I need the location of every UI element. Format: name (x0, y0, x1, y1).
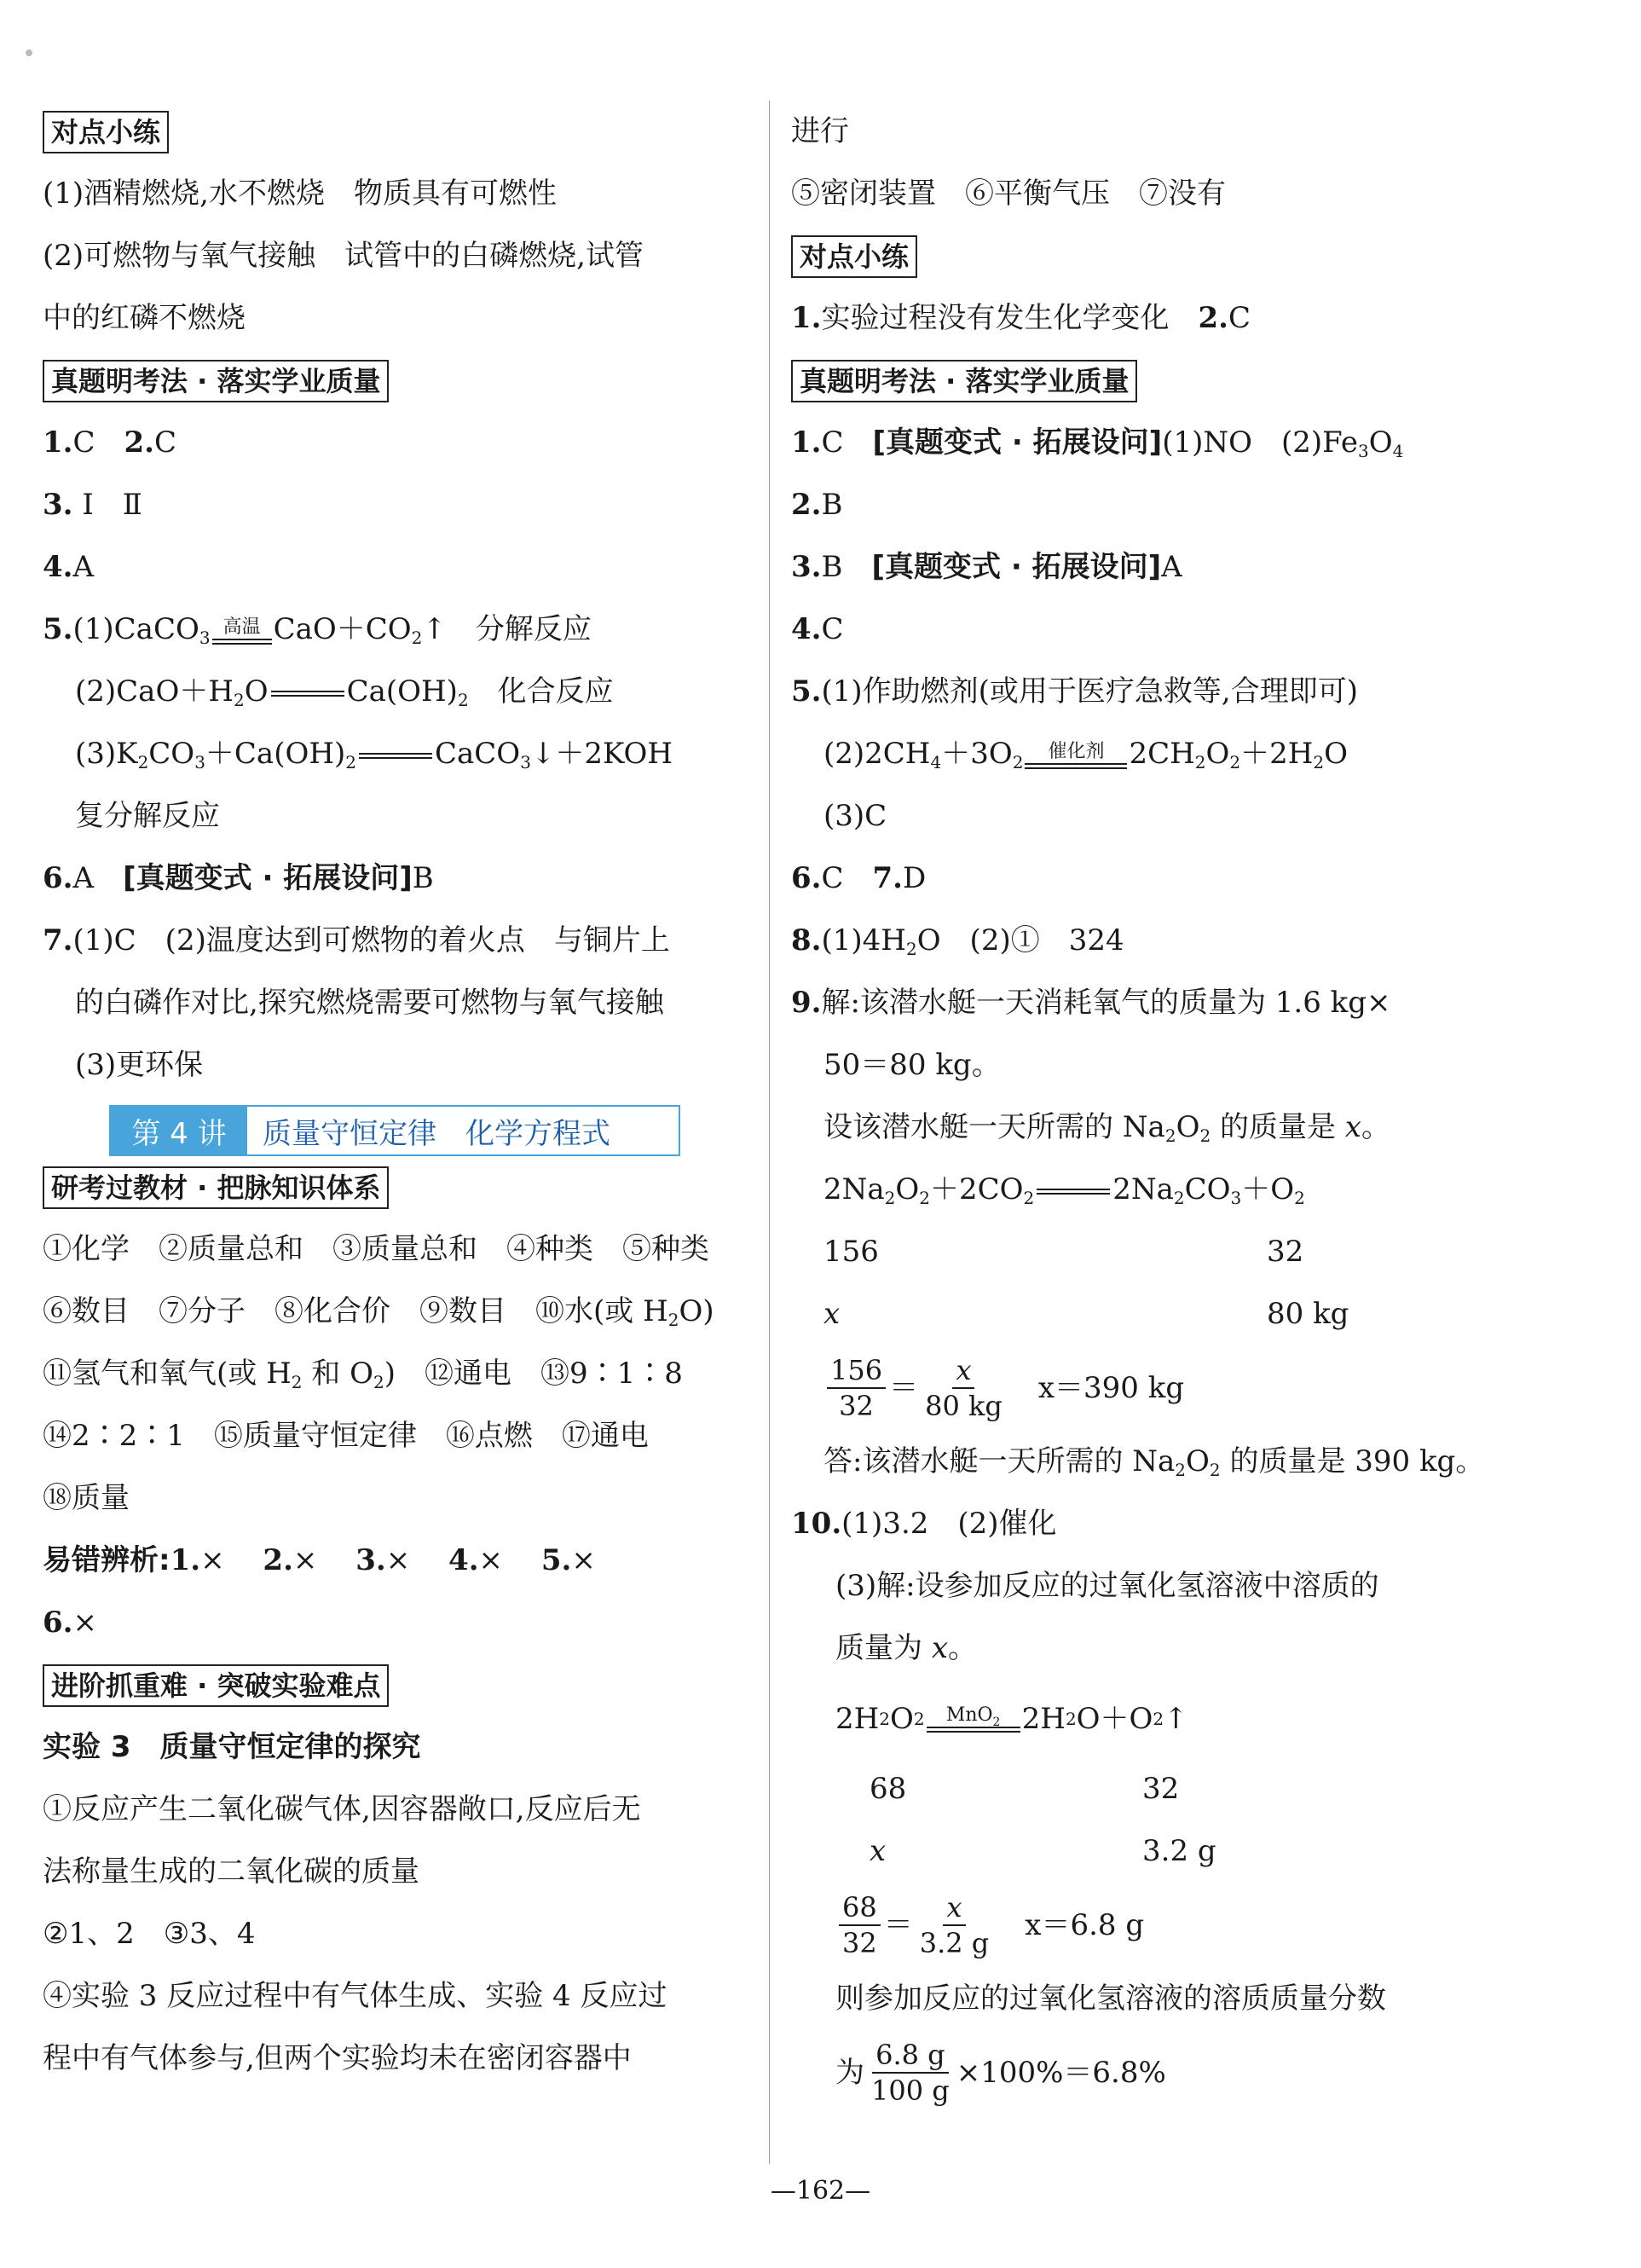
variant-tag: [真题变式 · 拓展设问] (872, 425, 1163, 460)
question-number: 1. (791, 301, 822, 335)
text: 。 (1361, 1110, 1390, 1144)
subscript: 2 (457, 690, 469, 710)
answer: O (1368, 425, 1393, 460)
error-analysis-line (43, 1592, 750, 1654)
condition-label (945, 1704, 1001, 1729)
subscript: 2 (373, 1372, 384, 1392)
right-column (791, 101, 1499, 2115)
denominator: 80 kg (925, 1390, 1003, 1422)
text: 的质量是 (1211, 1110, 1345, 1144)
equals-bar (1037, 1189, 1110, 1195)
mass-value: 68 (870, 1772, 907, 1806)
text: ) ⑫通电 ⑬9∶1∶8 (384, 1357, 683, 1391)
subscript: 3 (1358, 441, 1369, 461)
text-line: ⑤密闭装置 ⑥平衡气压 ⑦没有 (791, 176, 1226, 211)
subscript: 4 (930, 752, 942, 772)
section-title: 对点小练 (791, 235, 917, 278)
answer: × (478, 1543, 504, 1577)
equation-text: ↓＋2KOH (530, 737, 673, 771)
denominator: 100 g (871, 2074, 950, 2107)
section-heading (43, 350, 750, 412)
subscript: 2 (411, 628, 423, 648)
result: ×100%＝6.8% (956, 2055, 1166, 2090)
answer-line (43, 910, 750, 972)
question-number: 3. (355, 1543, 386, 1577)
text-line (791, 1431, 1499, 1493)
answer: A (1161, 550, 1182, 584)
equation-text: CO (1184, 1172, 1231, 1206)
section-title: 对点小练 (43, 111, 169, 153)
variable: x (870, 1834, 887, 1868)
equation-text: CO (148, 737, 195, 771)
subscript: 4 (1392, 441, 1404, 461)
question-number: 4. (448, 1543, 479, 1577)
equation-text: ↑ (1164, 1701, 1188, 1736)
result: x＝390 kg (1037, 1370, 1185, 1405)
subscript: 2 (1164, 1125, 1176, 1146)
section-heading (791, 350, 1499, 412)
text: 设该潜水艇一天所需的 Na (823, 1110, 1165, 1144)
question-number: 4. (43, 550, 73, 584)
answer: C (72, 425, 95, 460)
question-number: 5. (43, 612, 73, 646)
text: O (1186, 1444, 1210, 1478)
text-line: (3)更环保 (75, 1048, 204, 1082)
error-analysis-line (43, 1530, 750, 1592)
equation-text: O (244, 674, 269, 709)
answer-line (791, 287, 1499, 350)
subscript: 2 (1023, 1188, 1035, 1208)
text-line (791, 1096, 1499, 1159)
subscript: 3 (1230, 1188, 1242, 1208)
text-line: (2)可燃物与氧气接触 试管中的白磷燃烧,试管 (43, 239, 644, 273)
subscript: 2 (291, 1372, 303, 1392)
question-number: 6. (43, 861, 73, 895)
answer: C (1228, 301, 1251, 335)
reaction-condition (927, 1706, 1020, 1733)
equals-bar (359, 753, 432, 759)
proportion-line: $\frac{156}{32}$ ＝ $\frac{x}{80 kg}$ x＝390 kg (791, 1345, 1499, 1431)
equation-text: (2)2CH (823, 737, 931, 771)
subscript: 2 (1209, 1460, 1221, 1480)
text: ⑥数目 ⑦分子 ⑧化合价 ⑨数目 ⑩水(或 H (43, 1294, 668, 1328)
answer: A (72, 861, 124, 895)
equation-text: ＋Ca(OH) (205, 737, 346, 771)
answer: × (571, 1543, 596, 1577)
equation-text: 2H (835, 1701, 880, 1736)
question-number: 2. (791, 488, 822, 522)
question-number: 5. (540, 1543, 572, 1577)
text-line: 法称量生成的二氧化碳的质量 (43, 1854, 419, 1889)
equals-bar (271, 691, 344, 697)
equation-text: 2Na (823, 1172, 885, 1206)
question-number: 3. (791, 550, 822, 584)
question-number: 4. (791, 612, 822, 646)
answer-line (43, 848, 750, 910)
equation-text: ↑ 分解反应 (422, 612, 592, 646)
answer: (1)C (2)温度达到可燃物的着火点 与铜片上 (72, 923, 670, 958)
text-line: 则参加反应的过氧化氢溶液的溶质质量分数 (835, 1982, 1386, 2016)
fraction (827, 1353, 886, 1423)
variant-tag: [真题变式 · 拓展设问] (123, 861, 413, 895)
equation-text: O (895, 1172, 920, 1206)
text: O (1176, 1110, 1200, 1144)
numerator: 156 (827, 1353, 886, 1389)
reaction-condition (212, 618, 272, 645)
equals-bar (1025, 763, 1127, 769)
question-number: 9. (791, 986, 822, 1020)
equation-line (791, 723, 1499, 785)
proportion-line: $\frac{68}{32}$ ＝ $\frac{x}{3.2 g}$ x＝6.8 g (791, 1883, 1499, 1968)
mass-value: 156 (823, 1235, 879, 1269)
column-divider (769, 101, 770, 2164)
question-number: 7. (872, 861, 904, 895)
fraction (922, 1353, 1006, 1423)
text-line (43, 1281, 750, 1343)
denominator: 32 (842, 1927, 877, 1959)
question-number: 5. (791, 674, 822, 709)
answer: B (821, 488, 843, 522)
text-line: ⑱质量 (43, 1481, 130, 1515)
answer: 实验过程没有发生化学变化 (821, 301, 1199, 335)
answer-line (791, 661, 1499, 723)
answer: C (821, 612, 844, 646)
answer: (1)作助燃剂(或用于医疗急救等,合理即可) (821, 674, 1358, 709)
equation-text: (1)CaCO (72, 612, 199, 646)
subscript: 3 (199, 628, 211, 648)
equation-text: 2H (1021, 1701, 1066, 1736)
mass-value: 32 (1267, 1235, 1304, 1269)
answer-line (43, 412, 750, 474)
mass-row (791, 1283, 1499, 1345)
section-heading (43, 1156, 750, 1218)
condition-label: 催化剂 (1048, 740, 1105, 762)
question-number: 7. (43, 923, 73, 958)
mass-row (791, 1221, 1499, 1283)
equals-bar (927, 1727, 1020, 1733)
answer-line (791, 599, 1499, 661)
mass-value: 80 kg (1267, 1297, 1349, 1331)
equation-text: O (1324, 737, 1348, 771)
equation-text: ＋2H (1240, 737, 1314, 771)
subscript: 2 (1194, 752, 1206, 772)
lecture-number: 第 4 讲 (111, 1107, 247, 1154)
text-line: ⑭2∶2∶1 ⑮质量守恒定律 ⑯点燃 ⑰通电 (43, 1419, 649, 1453)
subscript: 3 (194, 752, 205, 772)
fraction (839, 1890, 881, 1960)
equation-text: ＋3O (941, 737, 1013, 771)
question-number: 1. (791, 425, 822, 460)
question-number: 8. (791, 923, 822, 958)
section-title: 真题明考法 · 落实学业质量 (43, 360, 389, 402)
variant-tag: [真题变式 · 拓展设问] (871, 550, 1162, 584)
subscript: 2 (233, 690, 245, 710)
equation-text: ＋O (1241, 1172, 1295, 1206)
numerator: 68 (839, 1890, 881, 1926)
equation-text: O (890, 1701, 914, 1736)
text: 。 (948, 1631, 977, 1665)
answer: C (821, 861, 873, 895)
equation-text: ＋2CO (930, 1172, 1024, 1206)
scan-speck (26, 49, 32, 56)
text: O) (679, 1294, 714, 1328)
question-number: 10. (791, 1507, 842, 1541)
question-number: 6. (43, 1606, 73, 1640)
text-line: 50＝80 kg。 (823, 1048, 1001, 1082)
condition-label: 高温 (222, 616, 261, 638)
answer: 解:该潜水艇一天消耗氧气的质量为 1.6 kg× (821, 986, 1391, 1020)
left-column (43, 101, 750, 2090)
question-number: 1. (170, 1543, 201, 1577)
question-number: 2. (1198, 301, 1228, 335)
mass-row (791, 1758, 1499, 1820)
text: 质量为 (835, 1631, 932, 1665)
subscript: 2 (884, 1188, 896, 1208)
equals-bar (212, 639, 272, 645)
question-number: 2. (124, 425, 155, 460)
text-line: ②1、2 ③3、4 (43, 1917, 256, 1951)
equation-text: O (1205, 737, 1230, 771)
text-line: 中的红磷不燃烧 (43, 301, 246, 335)
text-line: 程中有气体参与,但两个实验均未在密闭容器中 (43, 2041, 632, 2075)
variable: x (823, 1297, 841, 1331)
text-line: 的白磷作对比,探究燃烧需要可燃物与氧气接触 (75, 986, 664, 1020)
equation-text: Ca(OH) (346, 674, 458, 709)
subscript: 2 (992, 1715, 1001, 1729)
answer: C (154, 425, 177, 460)
subscript: 2 (1175, 1460, 1187, 1480)
lecture-title: 质量守恒定律 化学方程式 (263, 1116, 610, 1151)
equation-text: CaCO (435, 737, 521, 771)
condition-text: MnO (945, 1704, 993, 1726)
mass-row (791, 1820, 1499, 1883)
answer-line (791, 412, 1499, 474)
subscript: 2 (1199, 1125, 1211, 1146)
question-number: 1. (43, 425, 73, 460)
text-line: 复分解反应 (75, 799, 220, 833)
fraction (916, 1890, 993, 1960)
equation-line (43, 723, 750, 785)
question-number: 2. (263, 1543, 293, 1577)
equation-text: 化合反应 (468, 674, 614, 709)
question-number: 6. (791, 861, 822, 895)
answer-line (791, 1493, 1499, 1555)
answer: (1)3.2 (2)催化 (841, 1507, 1057, 1541)
text-line: ①化学 ②质量总和 ③质量总和 ④种类 ⑤种类 (43, 1232, 709, 1266)
question-number: 3. (43, 488, 73, 522)
experiment-title: 实验 3 质量守恒定律的探究 (43, 1730, 421, 1764)
equation-text: 2CH (1129, 737, 1195, 771)
answer: D (903, 861, 927, 895)
text: ⑪氢气和氧气(或 H (43, 1357, 292, 1391)
equation-text: (3)K (75, 737, 138, 771)
subscript: 2 (137, 752, 149, 772)
text-line: (1)酒精燃烧,水不燃烧 物质具有可燃性 (43, 176, 557, 211)
subscript: 2 (1229, 752, 1241, 772)
answer-line (791, 972, 1499, 1034)
text-line: ①反应产生二氧化碳气体,因容器敞口,反应后无 (43, 1792, 641, 1826)
section-title: 进阶抓重难 · 突破实验难点 (43, 1664, 389, 1707)
text-line (791, 1617, 1499, 1680)
variable: x (931, 1631, 948, 1665)
numerator: x (952, 1353, 974, 1389)
subscript: 2 (345, 752, 356, 772)
text: 和 O (302, 1357, 373, 1391)
section-title: 真题明考法 · 落实学业质量 (791, 360, 1137, 402)
equation-text: CaO＋CO (273, 612, 412, 646)
answer: B (821, 550, 872, 584)
numerator: x (943, 1890, 965, 1926)
answer: (1)NO (2)Fe (1162, 425, 1358, 460)
percentage-line (791, 2030, 1499, 2115)
subscript: 2 (919, 1188, 930, 1208)
equation-text: 2Na (1112, 1172, 1174, 1206)
answer: O (2)① 324 (916, 923, 1124, 958)
page-number: —162— (770, 2176, 871, 2206)
denominator: 3.2 g (919, 1927, 990, 1959)
subscript: 2 (1012, 752, 1024, 772)
section-title: 研考过教材 · 把脉知识体系 (43, 1166, 389, 1209)
error-label: 易错辨析: (43, 1543, 170, 1577)
text-line: 进行 (791, 114, 849, 148)
answer-line (791, 910, 1499, 972)
subscript: 2 (905, 939, 917, 959)
answer-line (43, 536, 750, 599)
result: x＝6.8 g (1025, 1907, 1145, 1942)
subscript: 2 (1294, 1188, 1305, 1208)
answer: A (72, 550, 95, 584)
answer: C (821, 425, 873, 460)
numerator: 6.8 g (872, 2038, 949, 2074)
denominator: 32 (839, 1390, 874, 1422)
section-heading (43, 101, 750, 163)
text-line (43, 1343, 750, 1405)
answer: (1)4H (821, 923, 906, 958)
equation-text: (2)CaO＋H (75, 674, 234, 709)
answer: Ⅰ Ⅱ (82, 488, 142, 522)
section-heading (791, 225, 1499, 287)
answer: × (200, 1543, 225, 1577)
text-line: (3)C (823, 799, 887, 833)
fraction (868, 2038, 953, 2108)
answer-line (791, 474, 1499, 536)
answer-line (791, 848, 1499, 910)
section-heading (43, 1654, 750, 1716)
equation-line (43, 599, 750, 661)
answer: × (72, 1606, 97, 1640)
text-line: ④实验 3 反应过程中有气体生成、实验 4 反应过 (43, 1979, 667, 2013)
variable: x (1344, 1110, 1361, 1144)
equation-line (43, 661, 750, 723)
text-line: (3)解:设参加反应的过氧化氢溶液中溶质的 (835, 1569, 1379, 1603)
mass-value: 3.2 g (1142, 1834, 1216, 1868)
answer: B (412, 861, 434, 895)
reaction-condition (1025, 740, 1127, 769)
subscript: 2 (667, 1310, 679, 1330)
subscript: 2 (1313, 752, 1325, 772)
equation-text: O＋O (1076, 1701, 1153, 1736)
answer-line (43, 474, 750, 536)
subscript: 3 (520, 752, 531, 772)
answer-line (791, 536, 1499, 599)
subscript: 2 (1173, 1188, 1185, 1208)
mass-value: 32 (1142, 1772, 1180, 1806)
text: 的质量是 390 kg。 (1220, 1444, 1485, 1478)
answer: × (385, 1543, 411, 1577)
lecture-banner (109, 1105, 680, 1156)
equation-line: 2H 2 O 2 MnO$_2$ 2H 2 O＋O 2 ↑ (791, 1680, 1499, 1758)
answer: × (292, 1543, 318, 1577)
text: 答:该潜水艇一天所需的 Na (823, 1444, 1176, 1478)
equation-line (791, 1159, 1499, 1221)
text: 为 (835, 2055, 864, 2090)
